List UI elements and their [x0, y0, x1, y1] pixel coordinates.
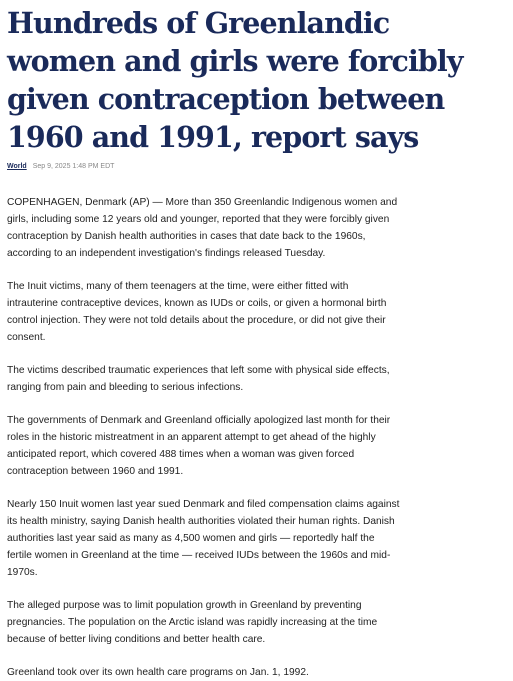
article-paragraph: The victims described traumatic experiences that left some with physical side effects, ranging from pain and bleeding to serious infections.	[7, 365, 390, 393]
article-headline: Hundreds of Greenlandic women and girls were forcibly given contraception between 1960 and 1991, report says	[7, 6, 463, 154]
article-paragraph: Greenland took over its own health care programs on Jan. 1, 1992.	[7, 667, 309, 678]
article-paragraph: The alleged purpose was to limit population growth in Greenland by preventing pregnancies. The population on the Arctic island was rapidly increasing at the time because of better living conditions and better health care.	[7, 600, 378, 645]
article-timestamp: Sep 9, 2025 1:48 PM EDT	[32, 163, 115, 170]
article-paragraph: Nearly 150 Inuit women last year sued Denmark and filed compensation claims against its health ministry, saying Danish health authorities violated their human rights. Danish authorities last year said as many as 4,500 women and girls — reportedly half the fertile women in Greenland at the time — received IUDs between the 1960s and mid-1970s.	[7, 499, 400, 578]
article-body	[7, 194, 402, 681]
article-paragraph: The Inuit victims, many of them teenagers at the time, were either fitted with intrauterine contraceptive devices, known as IUDs or coils, or given a hormonal birth control injection. They were not told details about the procedure, or did not give their consent.	[7, 281, 387, 343]
article-paragraph: The governments of Denmark and Greenland officially apologized last month for their roles in the historic mistreatment in an apparent attempt to get ahead of the highly anticipated report, which covered 488 times when a woman was given forced contraception between 1960 and 1991.	[7, 415, 391, 477]
article-paragraph: COPENHAGEN, Denmark (AP) — More than 350 Greenlandic Indigenous women and girls, including some 12 years old and younger, reported that they were forcibly given contraception by Danish health authorities in cases that date back to the 1960s, according to an independent investigation's findings released Tuesday.	[7, 197, 398, 259]
article-meta	[7, 162, 505, 172]
section-link-world[interactable]: World	[7, 163, 27, 170]
